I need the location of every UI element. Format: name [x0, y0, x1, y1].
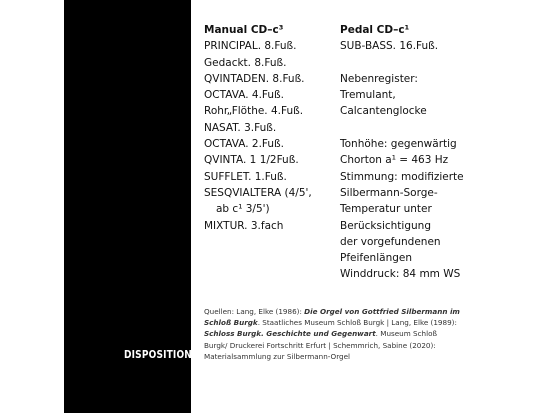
manual-stop: QVINTA. 1 1/2Fuß. — [204, 154, 299, 167]
manual-stop: OCTAVA. 2.Fuß. — [204, 138, 284, 151]
manual-stop: OCTAVA. 4.Fuß. — [204, 89, 284, 102]
manual-stop: NASAT. 3.Fuß. — [204, 121, 277, 134]
manual-stop: MIXTUR. 3.fach — [204, 219, 284, 232]
manual-stop: Rohr„Flöthe. 4.Fuß. — [204, 105, 304, 118]
manual-stop: ab c¹ 3/5') — [216, 203, 270, 216]
source-title: Schloss Burgk. Geschichte und Gegenwart — [204, 329, 376, 339]
pedal-heading: Pedal CD–c¹ — [340, 24, 410, 36]
manual-heading: Manual CD–c³ — [204, 24, 284, 36]
manual-stop: PRINCIPAL. 8.Fuß. — [204, 40, 297, 53]
nebenregister-item: Tremulant, — [340, 89, 396, 102]
nebenregister-heading: Nebenregister: — [340, 72, 418, 85]
manual-stop: SESQVIALTERA (4/5', — [204, 186, 312, 199]
info-line: Temperatur unter — [340, 203, 432, 216]
manual-column — [204, 22, 332, 234]
spacer — [340, 120, 480, 136]
sources-text: . Museum Schloß Burgk/ Druckerei Fortschritt Erfurt | Schemmrich, Sabine (2020): Materialsammlung zur Silbermann-Orgel — [204, 329, 437, 361]
info-line: der vorgefundenen — [340, 235, 441, 248]
info-line: Berücksichtigung — [340, 219, 431, 232]
sources-note — [204, 306, 462, 362]
source-title: Die Orgel von Gottfried Silbermann im Schloß Burgk — [204, 307, 460, 328]
info-line: Silbermann-Sorge- — [340, 186, 438, 199]
section-label: DISPOSITION — [124, 348, 193, 361]
manual-stop: SUFFLET. 1.Fuß. — [204, 170, 287, 183]
info-line: Chorton a¹ = 463 Hz — [340, 154, 449, 167]
info-line: Stimmung: modifizierte — [340, 170, 464, 183]
pedal-column — [340, 22, 480, 283]
sources-prefix: Quellen: Lang, Elke (1986): — [204, 307, 305, 316]
info-line: Winddruck: 84 mm WS — [340, 268, 461, 281]
spacer — [340, 55, 480, 71]
info-line: Pfeifenlängen — [340, 252, 413, 265]
info-line: Tonhöhe: gegenwärtig — [340, 138, 457, 151]
nebenregister-item: Calcantenglocke — [340, 105, 427, 118]
sources-text: . Staatliches Museum Schloß Burgk | Lang, Elke (1989): — [257, 318, 457, 328]
pedal-stop: SUB-BASS. 16.Fuß. — [340, 40, 439, 53]
manual-stop: Gedackt. 8.Fuß. — [204, 56, 287, 69]
left-margin — [0, 0, 64, 413]
manual-stop: QVINTADEN. 8.Fuß. — [204, 72, 305, 85]
